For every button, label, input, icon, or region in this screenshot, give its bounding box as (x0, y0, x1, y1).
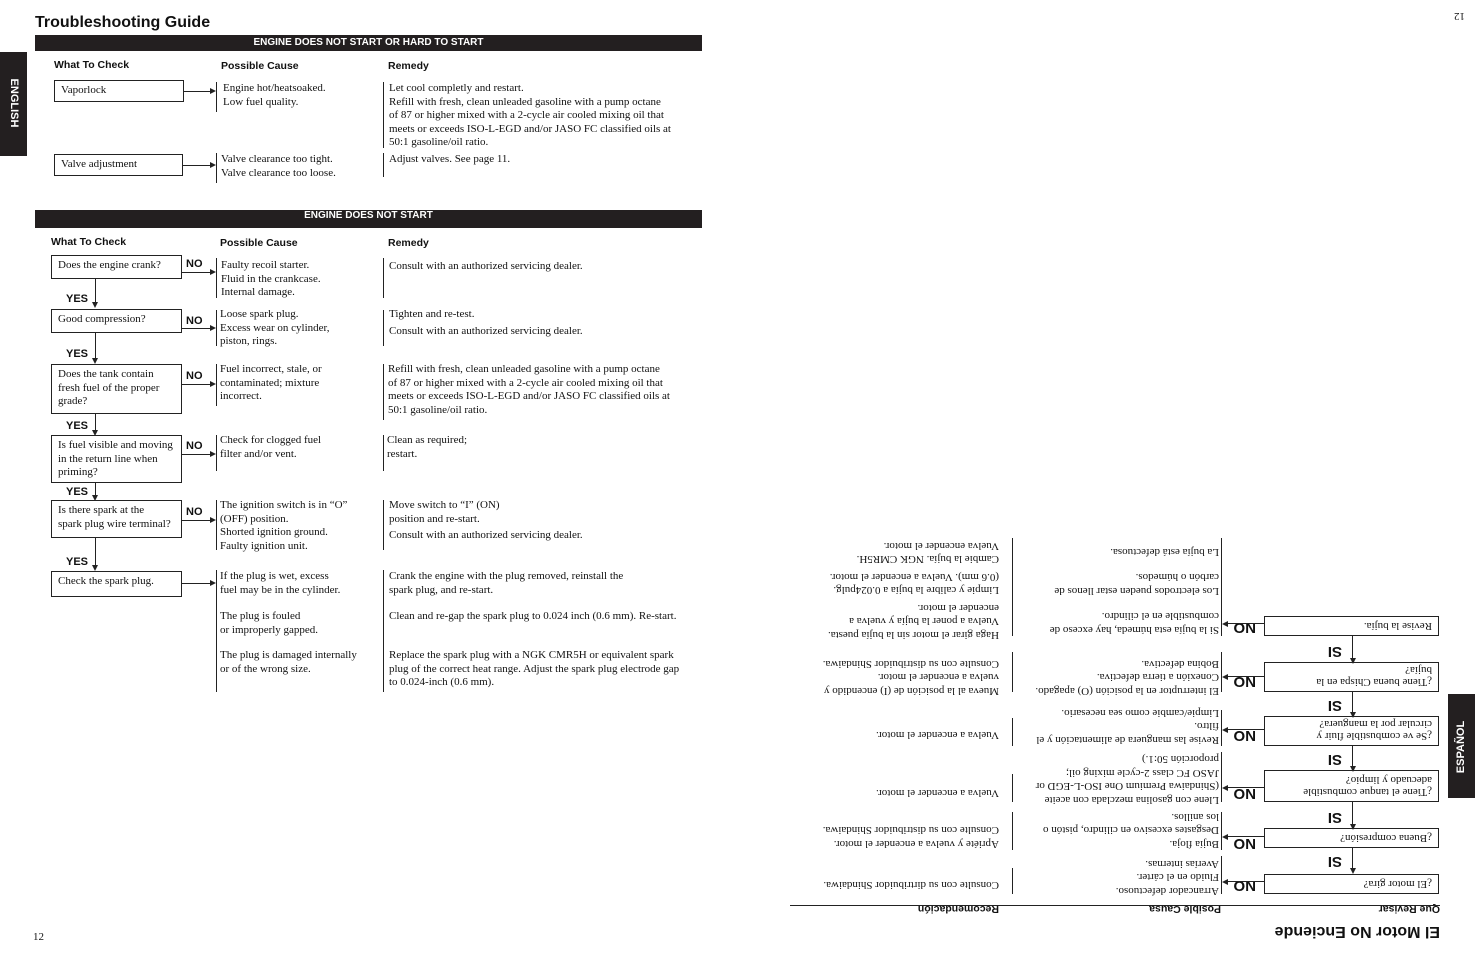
no-label: NO (186, 315, 203, 327)
cause-es-5: Si la bujía esta húmeda, hay exceso de combustible en el cilindro. Los electrodos pueden estar llenos de carbón o húmedos. La bujía está defectuosa. (1049, 546, 1219, 636)
connector-line (1228, 787, 1264, 788)
cause-valve: Valve clearance too tight. Valve clearance too loose. (221, 153, 336, 179)
remedy-plug-fouled: Clean and re-gap the spark plug to 0.024 inch (0.6 mm). Re-start. (389, 610, 677, 622)
yes-label: SI (1327, 809, 1342, 826)
cause-es-0: Arrancador defectuoso. Fluido en el cárter. Averías internas. (1115, 858, 1219, 897)
connector-line (184, 91, 210, 92)
divider (383, 500, 384, 550)
divider (216, 153, 217, 183)
page-title: El Motor No Enciende (1274, 923, 1440, 940)
divider (1012, 774, 1013, 802)
arrow-right-icon (1222, 621, 1228, 627)
remedy-valve: Adjust valves. See page 11. (389, 153, 511, 165)
connector-line (182, 583, 210, 584)
cause-es-2: Llene con gasolina mezclada con aceite (Shindaiwa Premium One ISO-L-EGD or JASO FC class 2-cycle mixing oil; proporción 50:1.) (1035, 753, 1219, 806)
remedy-vaporlock: Let cool completly and restart. Refill with fresh, clean unleaded gasoline with a pump octane of 87 or higher mixed with a 2-cycle air cooled mixing oil that meets or exceeds ISO-L-EGD and/or JASO FC classified oils at 50:1 gasoline/oil ratio. (389, 82, 671, 148)
divider (216, 570, 217, 692)
arrow-up-icon (1350, 868, 1356, 874)
header-remedy: Remedy (388, 237, 429, 249)
divider (383, 364, 384, 420)
remedy-es-2: Vuelva a encender el motor. (875, 787, 999, 799)
check-box-manguera: ¿Se ve combustible fluir y circular por la manguera? (1264, 716, 1439, 746)
divider (1012, 812, 1013, 850)
yes-label: YES (66, 556, 89, 568)
yes-label: SI (1327, 853, 1342, 870)
yes-label: YES (66, 486, 89, 498)
cause-es-3: Revise las manguera de alimentación y el filtro. Limpie/cambie como sea necesario. (1036, 707, 1219, 746)
no-label: NO (1233, 835, 1256, 852)
connector-line (182, 384, 210, 385)
no-label: NO (186, 440, 203, 452)
yes-label: SI (1327, 643, 1342, 660)
yes-label: YES (66, 348, 89, 360)
flow-line (95, 333, 96, 358)
divider (383, 310, 384, 346)
connector-line (1228, 836, 1264, 837)
header-what-to-check: What To Check (51, 236, 127, 248)
header-possible-cause: Possible Cause (220, 237, 298, 249)
check-box-spark-plug: Check the spark plug. (51, 571, 182, 597)
yes-label: SI (1327, 751, 1342, 768)
header-posible-causa: Posible Causa (1149, 903, 1221, 915)
no-label: NO (1233, 619, 1256, 636)
cause-compression: Loose spark plug. Excess wear on cylinder, piston, rings. (220, 308, 330, 347)
no-label: NO (1233, 727, 1256, 744)
header-what-to-check: What To Check (54, 59, 130, 71)
arrow-right-icon (1222, 879, 1228, 885)
divider (216, 310, 217, 346)
header-recomendacion: Recomendación (917, 903, 999, 915)
cause-return-line: Check for clogged fuel filter and/or vent. (220, 434, 322, 460)
divider (383, 570, 384, 692)
cause-es-4: El interruptor en la posición (O) apagado. Conexión a tierra defectiva. Bobina defectiva. (1035, 658, 1219, 697)
header-rule (790, 905, 1440, 906)
divider (1012, 652, 1013, 692)
check-box-vaporlock: Vaporlock (54, 80, 184, 102)
language-tab-english (0, 52, 27, 156)
flow-line (95, 414, 96, 430)
check-box-spark: Is there spark at the spark plug wire terminal? (51, 500, 182, 538)
header-que-revisar: Que Revisar (1378, 903, 1440, 915)
check-box-buena-compresion: ¿Buena compresión? (1264, 828, 1439, 848)
section-band-hard-start: ENGINE DOES NOT START OR HARD TO START (35, 35, 702, 51)
connector-line (182, 272, 210, 273)
cause-plug-fouled: The plug is fouled or improperly gapped. (220, 610, 319, 636)
check-box-tanque: ¿Tiene el tanque combustible adecuado y limpio? (1264, 770, 1439, 802)
header-possible-cause: Possible Cause (221, 60, 299, 72)
check-box-valve-adjustment: Valve adjustment (54, 154, 183, 176)
remedy-return-line: Clean as required; restart. (387, 434, 468, 460)
divider (383, 435, 384, 471)
divider (383, 82, 384, 148)
divider (383, 258, 384, 298)
connector-line (182, 328, 210, 329)
connector-line (1228, 729, 1264, 730)
arrow-right-icon (1222, 674, 1228, 680)
divider (216, 82, 217, 112)
header-remedy: Remedy (388, 60, 429, 72)
cause-vaporlock: Engine hot/heatsoaked. Low fuel quality. (223, 82, 326, 108)
yes-label: SI (1327, 697, 1342, 714)
cause-fuel: Fuel incorrect, stale, or contaminated; mixture incorrect. (220, 363, 322, 402)
check-box-revise-bujia: Revise la bujía. (1264, 616, 1439, 636)
divider (1221, 752, 1222, 802)
page-title: Troubleshooting Guide (35, 14, 211, 31)
cause-crank: Faulty recoil starter. Fluid in the crankcase. Internal damage. (221, 259, 321, 298)
divider (1012, 868, 1013, 894)
cause-plug-damaged: The plug is damaged internally or of the wrong size. (220, 649, 357, 675)
connector-line (182, 454, 210, 455)
check-box-fuel-tank: Does the tank contain fresh fuel of the proper grade? (51, 364, 182, 414)
remedy-plug-wet: Crank the engine with the plug removed, reinstall the spark plug, and re-start. (389, 570, 624, 596)
divider (216, 258, 217, 298)
yes-label: YES (66, 420, 89, 432)
divider (1221, 812, 1222, 850)
divider (1221, 710, 1222, 746)
check-box-chispa: ¿Tiene buena Chispa en la bujía? (1264, 662, 1439, 692)
remedy-es-0: Consulte con su dirtribuidor Shindaiwa. (823, 879, 999, 891)
page-number-left: 12 (33, 931, 44, 943)
remedy-plug-damaged: Replace the spark plug with a NGK CMR5H or equivalent spark plug of the correct heat range. Adjust the spark plug electrode gap to 0.024-inch (0.6 mm). (389, 649, 680, 688)
divider (216, 364, 217, 406)
cause-es-1: Bujía floja. Desgastes excesivo en cilindro, pistón o los anillos. (1043, 811, 1219, 850)
remedy-fuel: Refill with fresh, clean unleaded gasoline with a pump octane of 87 or higher mixed with a 2-cycle air cooled mixing oil that meets or exceeds ISO-L-EGD and/or JASO FC classified oils at 50:1 gasoline/oil ratio. (388, 363, 670, 416)
arrow-up-icon (1350, 712, 1356, 718)
arrow-right-icon (1222, 785, 1228, 791)
check-box-motor-gira: ¿El motor gira? (1264, 874, 1439, 894)
divider (1221, 856, 1222, 894)
language-tab-label: ESPAÑOL (1455, 720, 1467, 774)
remedy-compression: Tighten and re-test. Consult with an authorized servicing dealer. (389, 308, 583, 337)
arrow-up-icon (1350, 824, 1356, 830)
section-band-no-start: ENGINE DOES NOT START (35, 210, 702, 228)
language-tab-label: ENGLISH (8, 78, 20, 128)
divider (1221, 538, 1222, 636)
divider (1221, 652, 1222, 692)
arrow-up-icon (1350, 766, 1356, 772)
arrow-down-icon (92, 302, 98, 308)
arrow-up-icon (1350, 658, 1356, 664)
flow-line (95, 538, 96, 565)
no-label: NO (186, 370, 203, 382)
remedy-spark: Move switch to “I” (ON) position and re-start. Consult with an authorized servicing dealer. (389, 499, 583, 541)
flow-line (95, 483, 96, 495)
arrow-right-icon (1222, 834, 1228, 840)
check-box-return-line: Is fuel visible and moving in the return line when priming? (51, 435, 182, 483)
check-box-compression: Good compression? (51, 309, 182, 333)
no-label: NO (1233, 673, 1256, 690)
flow-line (95, 279, 96, 302)
divider (216, 500, 217, 550)
remedy-crank: Consult with an authorized servicing dealer. (389, 260, 583, 272)
no-label: NO (1233, 785, 1256, 802)
remedy-es-1: Apriéte y vuelva a encender el motor. Consulte con su distribuidor Shindaiwa. (822, 824, 999, 850)
no-label: NO (1233, 877, 1256, 894)
connector-line (182, 520, 210, 521)
divider (383, 153, 384, 177)
no-label: NO (186, 258, 203, 270)
divider (1012, 718, 1013, 746)
divider (1012, 538, 1013, 636)
remedy-es-5: Haga girar el motor sin la bujía puesta. Vuelva a poner la bujía y vuelva a encender el motor. Limpie y calibre la bujía a 0.024pulg. (0.6 mm). Vuelva a encender el motor. Cambie la bujía. NGK CMR5H. Vuelva encender el motor. (827, 540, 999, 641)
divider (216, 435, 217, 471)
arrow-right-icon (1222, 727, 1228, 733)
no-label: NO (186, 506, 203, 518)
connector-line (183, 165, 210, 166)
language-tab-espanol (1448, 694, 1475, 798)
yes-label: YES (66, 293, 89, 305)
cause-plug-wet: If the plug is wet, excess fuel may be in the cylinder. (220, 570, 341, 596)
remedy-es-4: Mueva al la posición de (I) encendido y vuelva a encender el motor. Consulte con su distribuidor Shindaiwa. (822, 658, 999, 697)
page-number-right: 12 (1454, 10, 1465, 22)
spanish-page-rotated (737, 0, 1475, 954)
connector-line (1228, 676, 1264, 677)
connector-line (1228, 881, 1264, 882)
cause-spark: The ignition switch is in “O” (OFF) position. Shorted ignition ground. Faulty ignition unit. (220, 499, 348, 552)
connector-line (1228, 623, 1264, 624)
check-box-engine-crank: Does the engine crank? (51, 255, 182, 279)
remedy-es-3: Vuelva a encender el motor. (875, 729, 999, 741)
